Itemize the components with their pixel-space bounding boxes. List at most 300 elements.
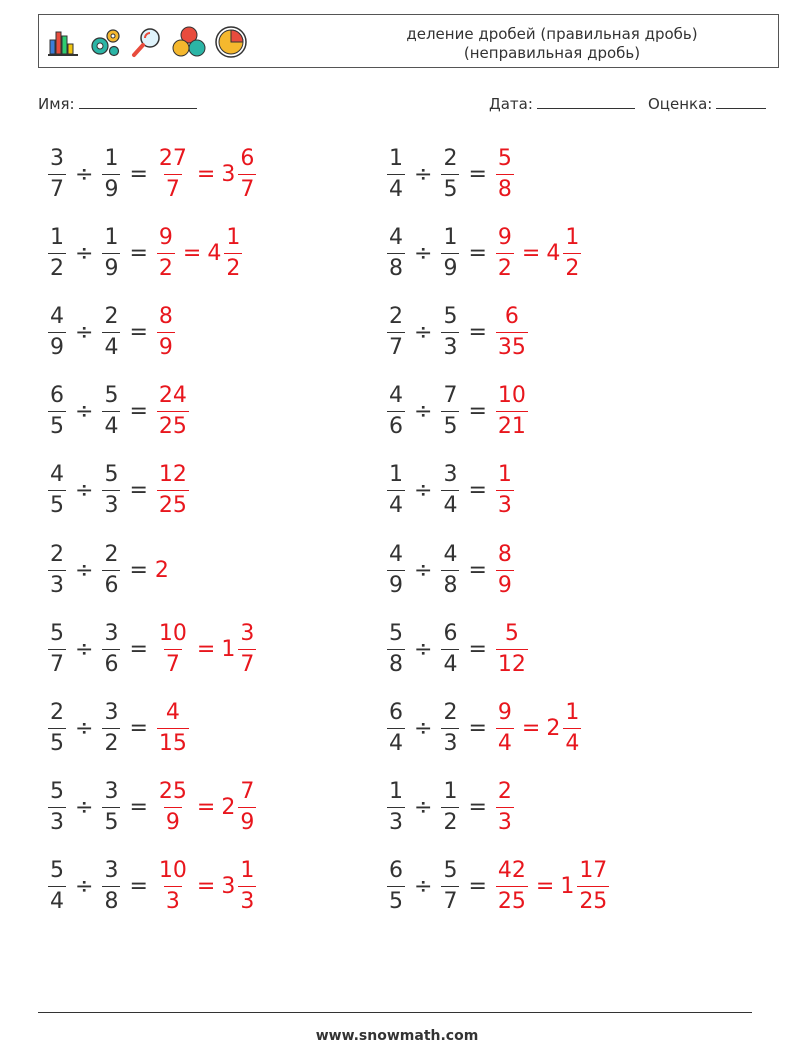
equals-sign: = [468, 636, 487, 662]
date-label: Дата: [489, 95, 533, 113]
divisor-fraction [441, 858, 459, 915]
answer-improper-fraction [157, 621, 189, 678]
answer-improper-fraction-denominator: 2 [496, 253, 514, 282]
divisor-fraction [441, 304, 459, 361]
title-line-2: (неправильная дробь) [463, 44, 641, 62]
equals-sign: = [468, 319, 487, 345]
answer [494, 542, 516, 599]
equals-sign: = [129, 557, 148, 583]
dividend-fraction [387, 304, 405, 361]
answer [155, 383, 191, 440]
problem-item [385, 696, 583, 760]
answer-improper-fraction-numerator: 9 [158, 224, 173, 250]
answer-improper-fraction-numerator: 24 [158, 383, 187, 409]
mixed-fraction-part-denominator: 3 [238, 886, 256, 915]
divisor-fraction [441, 621, 459, 678]
dividend-fraction-denominator: 7 [48, 649, 66, 678]
divisor-fraction [102, 383, 120, 440]
answer [494, 462, 516, 519]
divisor-fraction-numerator: 4 [443, 541, 458, 567]
answer-improper-fraction-numerator: 10 [497, 383, 526, 409]
answer-improper-fraction-denominator: 4 [496, 728, 514, 757]
answer-whole-number: 2 [154, 557, 169, 583]
problem-item [46, 696, 191, 760]
divisor-fraction [102, 779, 120, 836]
divisor-fraction-denominator: 7 [441, 886, 459, 915]
answer-improper-fraction [496, 304, 528, 361]
divisor-fraction-numerator: 2 [443, 699, 458, 725]
dividend-fraction-numerator: 4 [389, 383, 403, 409]
problem-item [385, 142, 516, 206]
dividend-fraction [387, 462, 405, 519]
dividend-fraction [48, 225, 66, 282]
problem-item [46, 855, 258, 919]
mixed-fraction-part-denominator: 9 [238, 807, 256, 836]
divisor-fraction-numerator: 5 [104, 462, 119, 488]
dividend-fraction [48, 383, 66, 440]
answer [155, 858, 258, 915]
name-label: Имя: [38, 95, 75, 113]
mixed-whole-part: 4 [546, 240, 561, 266]
dividend-fraction-numerator: 1 [389, 779, 403, 805]
divisor-fraction-denominator: 4 [441, 490, 459, 519]
divide-sign: ÷ [414, 715, 433, 741]
answer-improper-fraction-numerator: 9 [497, 699, 512, 725]
dividend-fraction-denominator: 7 [387, 332, 405, 361]
answer-improper-fraction [157, 383, 189, 440]
answer-improper-fraction [496, 858, 528, 915]
divide-sign: ÷ [414, 240, 433, 266]
divisor-fraction [102, 700, 120, 757]
answer [494, 383, 530, 440]
divisor-fraction-denominator: 9 [102, 253, 120, 282]
mixed-fraction-part-denominator: 7 [238, 649, 256, 678]
mixed-whole-part: 1 [221, 636, 236, 662]
dividend-fraction-numerator: 6 [389, 699, 403, 725]
answer-improper-fraction [157, 700, 189, 757]
answer-equals-sign: = [521, 715, 541, 741]
dividend-fraction-denominator: 8 [387, 253, 405, 282]
equals-sign: = [129, 319, 148, 345]
dividend-fraction-numerator: 2 [389, 303, 403, 329]
divide-sign: ÷ [75, 874, 94, 900]
equals-sign: = [468, 478, 487, 504]
divisor-fraction-denominator: 4 [102, 332, 120, 361]
divisor-fraction [102, 542, 120, 599]
divide-sign: ÷ [75, 795, 94, 821]
divisor-fraction-denominator: 3 [441, 728, 459, 757]
mixed-whole-part: 1 [560, 874, 575, 900]
dividend-fraction-numerator: 1 [50, 224, 64, 250]
answer [155, 558, 169, 583]
mixed-whole-part: 2 [546, 715, 561, 741]
divisor-fraction-numerator: 1 [104, 224, 119, 250]
dividend-fraction-denominator: 9 [387, 570, 405, 599]
divide-sign: ÷ [75, 715, 94, 741]
problem-item [385, 459, 516, 523]
divisor-fraction [102, 462, 120, 519]
answer-improper-fraction [496, 462, 514, 519]
dividend-fraction [387, 146, 405, 203]
dividend-fraction [48, 779, 66, 836]
divisor-fraction-numerator: 3 [104, 699, 119, 725]
answer-improper-fraction [496, 383, 528, 440]
dividend-fraction-denominator: 5 [387, 886, 405, 915]
divide-sign: ÷ [75, 557, 94, 583]
mixed-fraction-part-denominator: 2 [563, 253, 581, 282]
answer-improper-fraction-numerator: 25 [158, 779, 187, 805]
divisor-fraction-denominator: 2 [102, 728, 120, 757]
answer-equals-sign: = [196, 161, 216, 187]
divisor-fraction-denominator: 2 [441, 807, 459, 836]
divide-sign: ÷ [75, 161, 94, 187]
footer-url: www.snowmath.com [315, 1028, 479, 1044]
mixed-fraction-part [577, 858, 609, 915]
answer-improper-fraction [496, 779, 514, 836]
mixed-whole-part: 3 [221, 874, 236, 900]
problem-item [385, 221, 583, 285]
answer [494, 621, 530, 678]
problem-item [385, 380, 530, 444]
answer-improper-fraction-numerator: 6 [504, 303, 519, 329]
dividend-fraction-numerator: 4 [389, 541, 403, 567]
dividend-fraction [387, 700, 405, 757]
divisor-fraction-denominator: 4 [102, 411, 120, 440]
divisor-fraction [441, 383, 459, 440]
answer [155, 146, 258, 203]
mixed-fraction-part [563, 225, 581, 282]
dividend-fraction-numerator: 5 [50, 620, 64, 646]
answer [155, 621, 258, 678]
dividend-fraction-denominator: 2 [48, 253, 66, 282]
dividend-fraction-denominator: 4 [387, 174, 405, 203]
divisor-fraction-denominator: 5 [441, 411, 459, 440]
mixed-fraction-part [238, 621, 256, 678]
mixed-fraction-part [238, 146, 256, 203]
grade-label: Оценка: [648, 95, 713, 113]
dividend-fraction [387, 858, 405, 915]
divide-sign: ÷ [414, 319, 433, 345]
dividend-fraction-denominator: 5 [48, 728, 66, 757]
answer [155, 700, 191, 757]
answer-equals-sign: = [521, 240, 541, 266]
mixed-fraction-part-numerator: 3 [240, 620, 255, 646]
equals-sign: = [129, 874, 148, 900]
answer-improper-fraction-numerator: 5 [497, 145, 512, 171]
mixed-fraction-part-denominator: 25 [577, 886, 609, 915]
answer-improper-fraction-denominator: 15 [157, 728, 189, 757]
answer-improper-fraction-numerator: 4 [165, 699, 180, 725]
divisor-fraction-denominator: 6 [102, 570, 120, 599]
problem-item [46, 617, 258, 681]
equals-sign: = [129, 715, 148, 741]
divisor-fraction-numerator: 3 [443, 462, 458, 488]
dividend-fraction [48, 462, 66, 519]
problem-item [46, 300, 177, 364]
mixed-fraction-part-denominator: 4 [563, 728, 581, 757]
mixed-fraction-part-numerator: 17 [579, 858, 608, 884]
problem-item [46, 221, 244, 285]
divisor-fraction-numerator: 5 [443, 303, 458, 329]
divisor-fraction-denominator: 4 [441, 649, 459, 678]
problem-item [385, 776, 516, 840]
dividend-fraction-numerator: 3 [50, 145, 64, 171]
answer-equals-sign: = [196, 874, 216, 900]
divisor-fraction-denominator: 5 [441, 174, 459, 203]
mixed-fraction-part [563, 700, 581, 757]
mixed-fraction-part [238, 779, 256, 836]
divisor-fraction-denominator: 8 [441, 570, 459, 599]
answer-equals-sign: = [182, 240, 202, 266]
answer-improper-fraction-denominator: 25 [157, 411, 189, 440]
dividend-fraction [387, 542, 405, 599]
dividend-fraction [48, 542, 66, 599]
equals-sign: = [468, 161, 487, 187]
dividend-fraction-denominator: 4 [48, 886, 66, 915]
dividend-fraction [48, 621, 66, 678]
mixed-fraction-part-numerator: 1 [226, 224, 241, 250]
divide-sign: ÷ [75, 399, 94, 425]
mixed-fraction-part-numerator: 7 [240, 779, 255, 805]
answer-improper-fraction-denominator: 3 [496, 807, 514, 836]
divisor-fraction-denominator: 3 [441, 332, 459, 361]
problem-item [46, 776, 258, 840]
dividend-fraction-denominator: 8 [387, 649, 405, 678]
answer-improper-fraction-denominator: 12 [496, 649, 528, 678]
dividend-fraction-numerator: 6 [389, 858, 403, 884]
divide-sign: ÷ [414, 795, 433, 821]
divisor-fraction [441, 542, 459, 599]
problem-item [46, 380, 191, 444]
answer [494, 146, 516, 203]
dividend-fraction-denominator: 3 [387, 807, 405, 836]
divide-sign: ÷ [414, 636, 433, 662]
divisor-fraction-numerator: 3 [104, 779, 119, 805]
answer-improper-fraction-numerator: 8 [158, 303, 173, 329]
equals-sign: = [129, 636, 148, 662]
dividend-fraction-denominator: 9 [48, 332, 66, 361]
dividend-fraction-numerator: 6 [50, 383, 64, 409]
mixed-fraction-part-numerator: 1 [240, 858, 255, 884]
dividend-fraction [387, 383, 405, 440]
dividend-fraction-denominator: 6 [387, 411, 405, 440]
dividend-fraction-numerator: 2 [50, 699, 64, 725]
dividend-fraction-denominator: 5 [48, 490, 66, 519]
dividend-fraction [48, 146, 66, 203]
divisor-fraction-numerator: 7 [443, 383, 458, 409]
equals-sign: = [468, 557, 487, 583]
answer-improper-fraction-numerator: 12 [158, 462, 187, 488]
divide-sign: ÷ [75, 636, 94, 662]
divisor-fraction [102, 621, 120, 678]
answer-improper-fraction [157, 304, 175, 361]
divisor-fraction-numerator: 1 [443, 224, 458, 250]
divisor-fraction-numerator: 2 [104, 303, 119, 329]
answer-improper-fraction [496, 700, 514, 757]
dividend-fraction-denominator: 5 [48, 411, 66, 440]
answer-improper-fraction-denominator: 2 [157, 253, 175, 282]
mixed-whole-part: 4 [207, 240, 222, 266]
divide-sign: ÷ [414, 478, 433, 504]
problem-item [385, 855, 611, 919]
divisor-fraction [441, 700, 459, 757]
mixed-fraction-part [238, 858, 256, 915]
answer-improper-fraction [157, 462, 189, 519]
answer-improper-fraction [496, 146, 514, 203]
dividend-fraction [387, 779, 405, 836]
answer-improper-fraction-numerator: 10 [158, 620, 187, 646]
answer-improper-fraction-numerator: 5 [504, 620, 519, 646]
answer-improper-fraction [496, 542, 514, 599]
problem-item [46, 459, 191, 523]
divisor-fraction-numerator: 2 [443, 145, 458, 171]
equals-sign: = [129, 795, 148, 821]
dividend-fraction-denominator: 4 [387, 490, 405, 519]
answer-improper-fraction-numerator: 2 [497, 779, 512, 805]
answer-improper-fraction-denominator: 9 [496, 570, 514, 599]
answer-improper-fraction-denominator: 7 [164, 174, 182, 203]
divisor-fraction [102, 225, 120, 282]
divisor-fraction-denominator: 6 [102, 649, 120, 678]
divisor-fraction [441, 225, 459, 282]
answer-improper-fraction-denominator: 9 [164, 807, 182, 836]
divisor-fraction-numerator: 3 [104, 620, 119, 646]
dividend-fraction-denominator: 3 [48, 807, 66, 836]
divisor-fraction-denominator: 8 [102, 886, 120, 915]
answer [155, 304, 177, 361]
dividend-fraction-numerator: 4 [50, 303, 64, 329]
mixed-fraction-part-numerator: 6 [240, 145, 255, 171]
dividend-fraction [48, 858, 66, 915]
divide-sign: ÷ [75, 478, 94, 504]
dividend-fraction-numerator: 5 [50, 858, 64, 884]
answer [155, 225, 244, 282]
mixed-whole-part: 3 [221, 161, 236, 187]
divisor-fraction-numerator: 2 [104, 541, 119, 567]
equals-sign: = [468, 795, 487, 821]
divide-sign: ÷ [414, 161, 433, 187]
dividend-fraction-numerator: 5 [389, 620, 403, 646]
equals-sign: = [129, 399, 148, 425]
divisor-fraction-denominator: 5 [102, 807, 120, 836]
answer [494, 858, 611, 915]
answer-improper-fraction-numerator: 9 [497, 224, 512, 250]
answer [494, 304, 530, 361]
answer [494, 779, 516, 836]
answer-improper-fraction [157, 858, 189, 915]
dividend-fraction-numerator: 1 [389, 462, 403, 488]
dividend-fraction-numerator: 1 [389, 145, 403, 171]
answer-improper-fraction [157, 146, 189, 203]
divisor-fraction [102, 858, 120, 915]
dividend-fraction-denominator: 4 [387, 728, 405, 757]
answer-improper-fraction-denominator: 3 [164, 886, 182, 915]
answer-improper-fraction-numerator: 27 [158, 145, 187, 171]
equals-sign: = [468, 874, 487, 900]
answer-improper-fraction [496, 225, 514, 282]
answer-improper-fraction-numerator: 8 [497, 541, 512, 567]
divisor-fraction-numerator: 6 [443, 620, 458, 646]
answer [494, 700, 583, 757]
divisor-fraction [102, 146, 120, 203]
divisor-fraction-numerator: 5 [104, 383, 119, 409]
divisor-fraction [441, 462, 459, 519]
divisor-fraction-numerator: 1 [443, 779, 458, 805]
divisor-fraction [441, 779, 459, 836]
answer-improper-fraction [157, 225, 175, 282]
divisor-fraction-denominator: 9 [441, 253, 459, 282]
divisor-fraction [441, 146, 459, 203]
divide-sign: ÷ [75, 240, 94, 266]
problem-item [385, 538, 516, 602]
answer-improper-fraction-numerator: 1 [497, 462, 512, 488]
answer [494, 225, 583, 282]
divisor-fraction-denominator: 9 [102, 174, 120, 203]
answer-improper-fraction-numerator: 42 [497, 858, 526, 884]
mixed-fraction-part-denominator: 7 [238, 174, 256, 203]
answer-improper-fraction-numerator: 10 [158, 858, 187, 884]
equals-sign: = [468, 399, 487, 425]
divisor-fraction-numerator: 3 [104, 858, 119, 884]
problem-item [385, 300, 530, 364]
answer-improper-fraction-denominator: 9 [157, 332, 175, 361]
problem-item [46, 142, 258, 206]
dividend-fraction-denominator: 7 [48, 174, 66, 203]
answer-improper-fraction-denominator: 7 [164, 649, 182, 678]
answer-improper-fraction-denominator: 8 [496, 174, 514, 203]
answer [155, 779, 258, 836]
equals-sign: = [468, 240, 487, 266]
divisor-fraction-numerator: 5 [443, 858, 458, 884]
dividend-fraction [48, 304, 66, 361]
answer-improper-fraction [157, 779, 189, 836]
mixed-fraction-part-denominator: 2 [224, 253, 242, 282]
mixed-whole-part: 2 [221, 795, 236, 821]
divide-sign: ÷ [414, 874, 433, 900]
answer-improper-fraction-denominator: 25 [496, 886, 528, 915]
dividend-fraction-numerator: 4 [50, 462, 64, 488]
mixed-fraction-part [224, 225, 242, 282]
divide-sign: ÷ [414, 557, 433, 583]
divide-sign: ÷ [75, 319, 94, 345]
dividend-fraction-numerator: 2 [50, 541, 64, 567]
dividend-fraction-denominator: 3 [48, 570, 66, 599]
answer-improper-fraction-denominator: 35 [496, 332, 528, 361]
dividend-fraction [387, 621, 405, 678]
answer-improper-fraction-denominator: 3 [496, 490, 514, 519]
problem-item [385, 617, 530, 681]
divisor-fraction [102, 304, 120, 361]
equals-sign: = [129, 240, 148, 266]
answer-equals-sign: = [535, 874, 555, 900]
title-line-1: деление дробей (правильная дробь) [406, 25, 698, 43]
dividend-fraction-numerator: 5 [50, 779, 64, 805]
answer-equals-sign: = [196, 795, 216, 821]
divide-sign: ÷ [414, 399, 433, 425]
equals-sign: = [468, 715, 487, 741]
dividend-fraction [48, 700, 66, 757]
dividend-fraction-numerator: 4 [389, 224, 403, 250]
divisor-fraction-numerator: 1 [104, 145, 119, 171]
answer-improper-fraction-denominator: 25 [157, 490, 189, 519]
problem-item [46, 538, 169, 602]
mixed-fraction-part-numerator: 1 [565, 699, 580, 725]
answer [155, 462, 191, 519]
divisor-fraction-denominator: 3 [102, 490, 120, 519]
mixed-fraction-part-numerator: 1 [565, 224, 580, 250]
dividend-fraction [387, 225, 405, 282]
equals-sign: = [129, 478, 148, 504]
